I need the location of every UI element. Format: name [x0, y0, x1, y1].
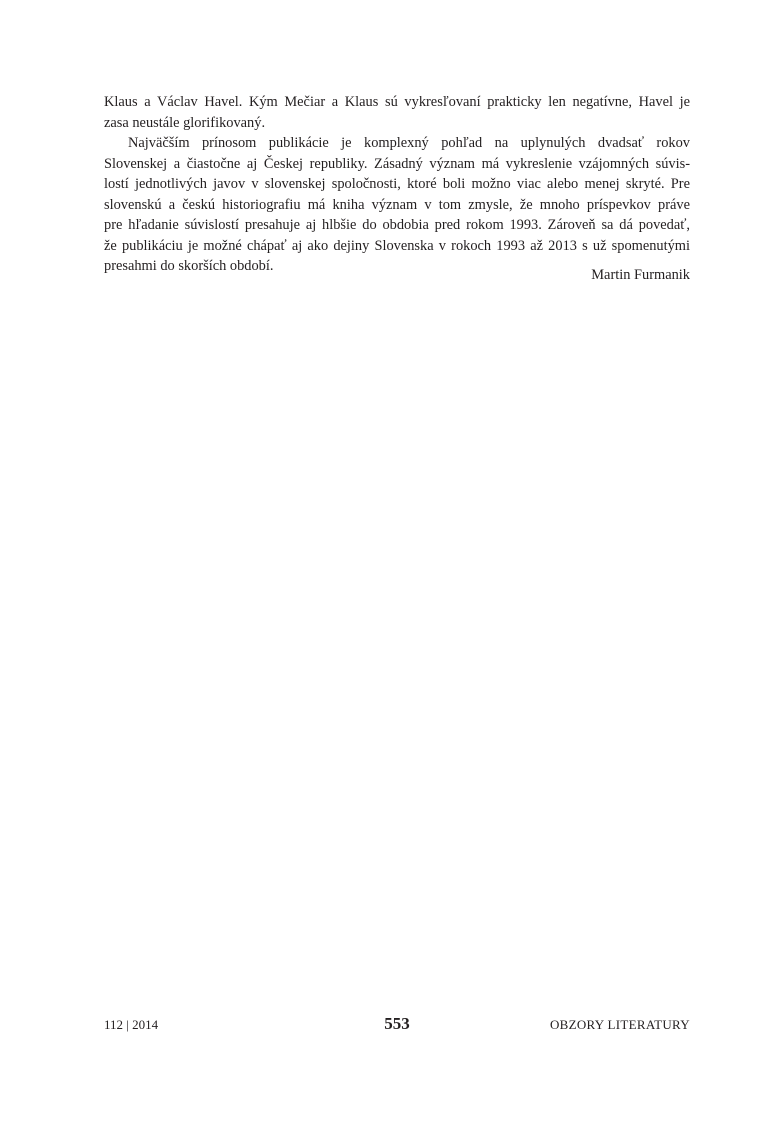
page-number: 553: [384, 1014, 410, 1033]
body-line: že publikáciu je možné chápať aj ako dejiny Slovenska v rokoch 1993 až 2013 s už spomenutými: [104, 237, 690, 254]
body-line: Slovenskej a čiastočne aj Českej republiky. Zásadný význam má vykreslenie vzájomných súvis-: [104, 155, 690, 172]
body-line: Klaus a Václav Havel. Kým Mečiar a Klaus sú vykresľovaní prakticky len negatívne, Havel je: [104, 94, 690, 110]
body-line: slovenskú a českú historiografiu má kniha význam v tom zmysle, že mnoho príspevkov práve: [104, 196, 690, 213]
body-line: pre hľadanie súvislostí presahuje aj hlbšie do obdobia pred rokom 1993. Zároveň sa dá povedať,: [104, 217, 690, 233]
issue-number: 112 | 2014: [104, 1017, 159, 1032]
journal-title: OBZORY LITERATURY: [549, 1017, 690, 1032]
body-line: lostí jednotlivých javov v slovenskej spoločnosti, ktoré boli možno viac alebo menej skryté. Pre: [104, 176, 690, 192]
article-body: [104, 92, 690, 277]
page-footer: [104, 1014, 690, 1036]
paragraph-first-line: Najväčším prínosom publikácie je komplexný pohľad na uplynulých dvadsať rokov: [128, 135, 690, 151]
author-signature: Martin Furmanik: [591, 267, 690, 283]
body-line: presahmi do skorších období.: [104, 258, 274, 274]
body-line: zasa neustále glorifikovaný.: [104, 114, 266, 131]
